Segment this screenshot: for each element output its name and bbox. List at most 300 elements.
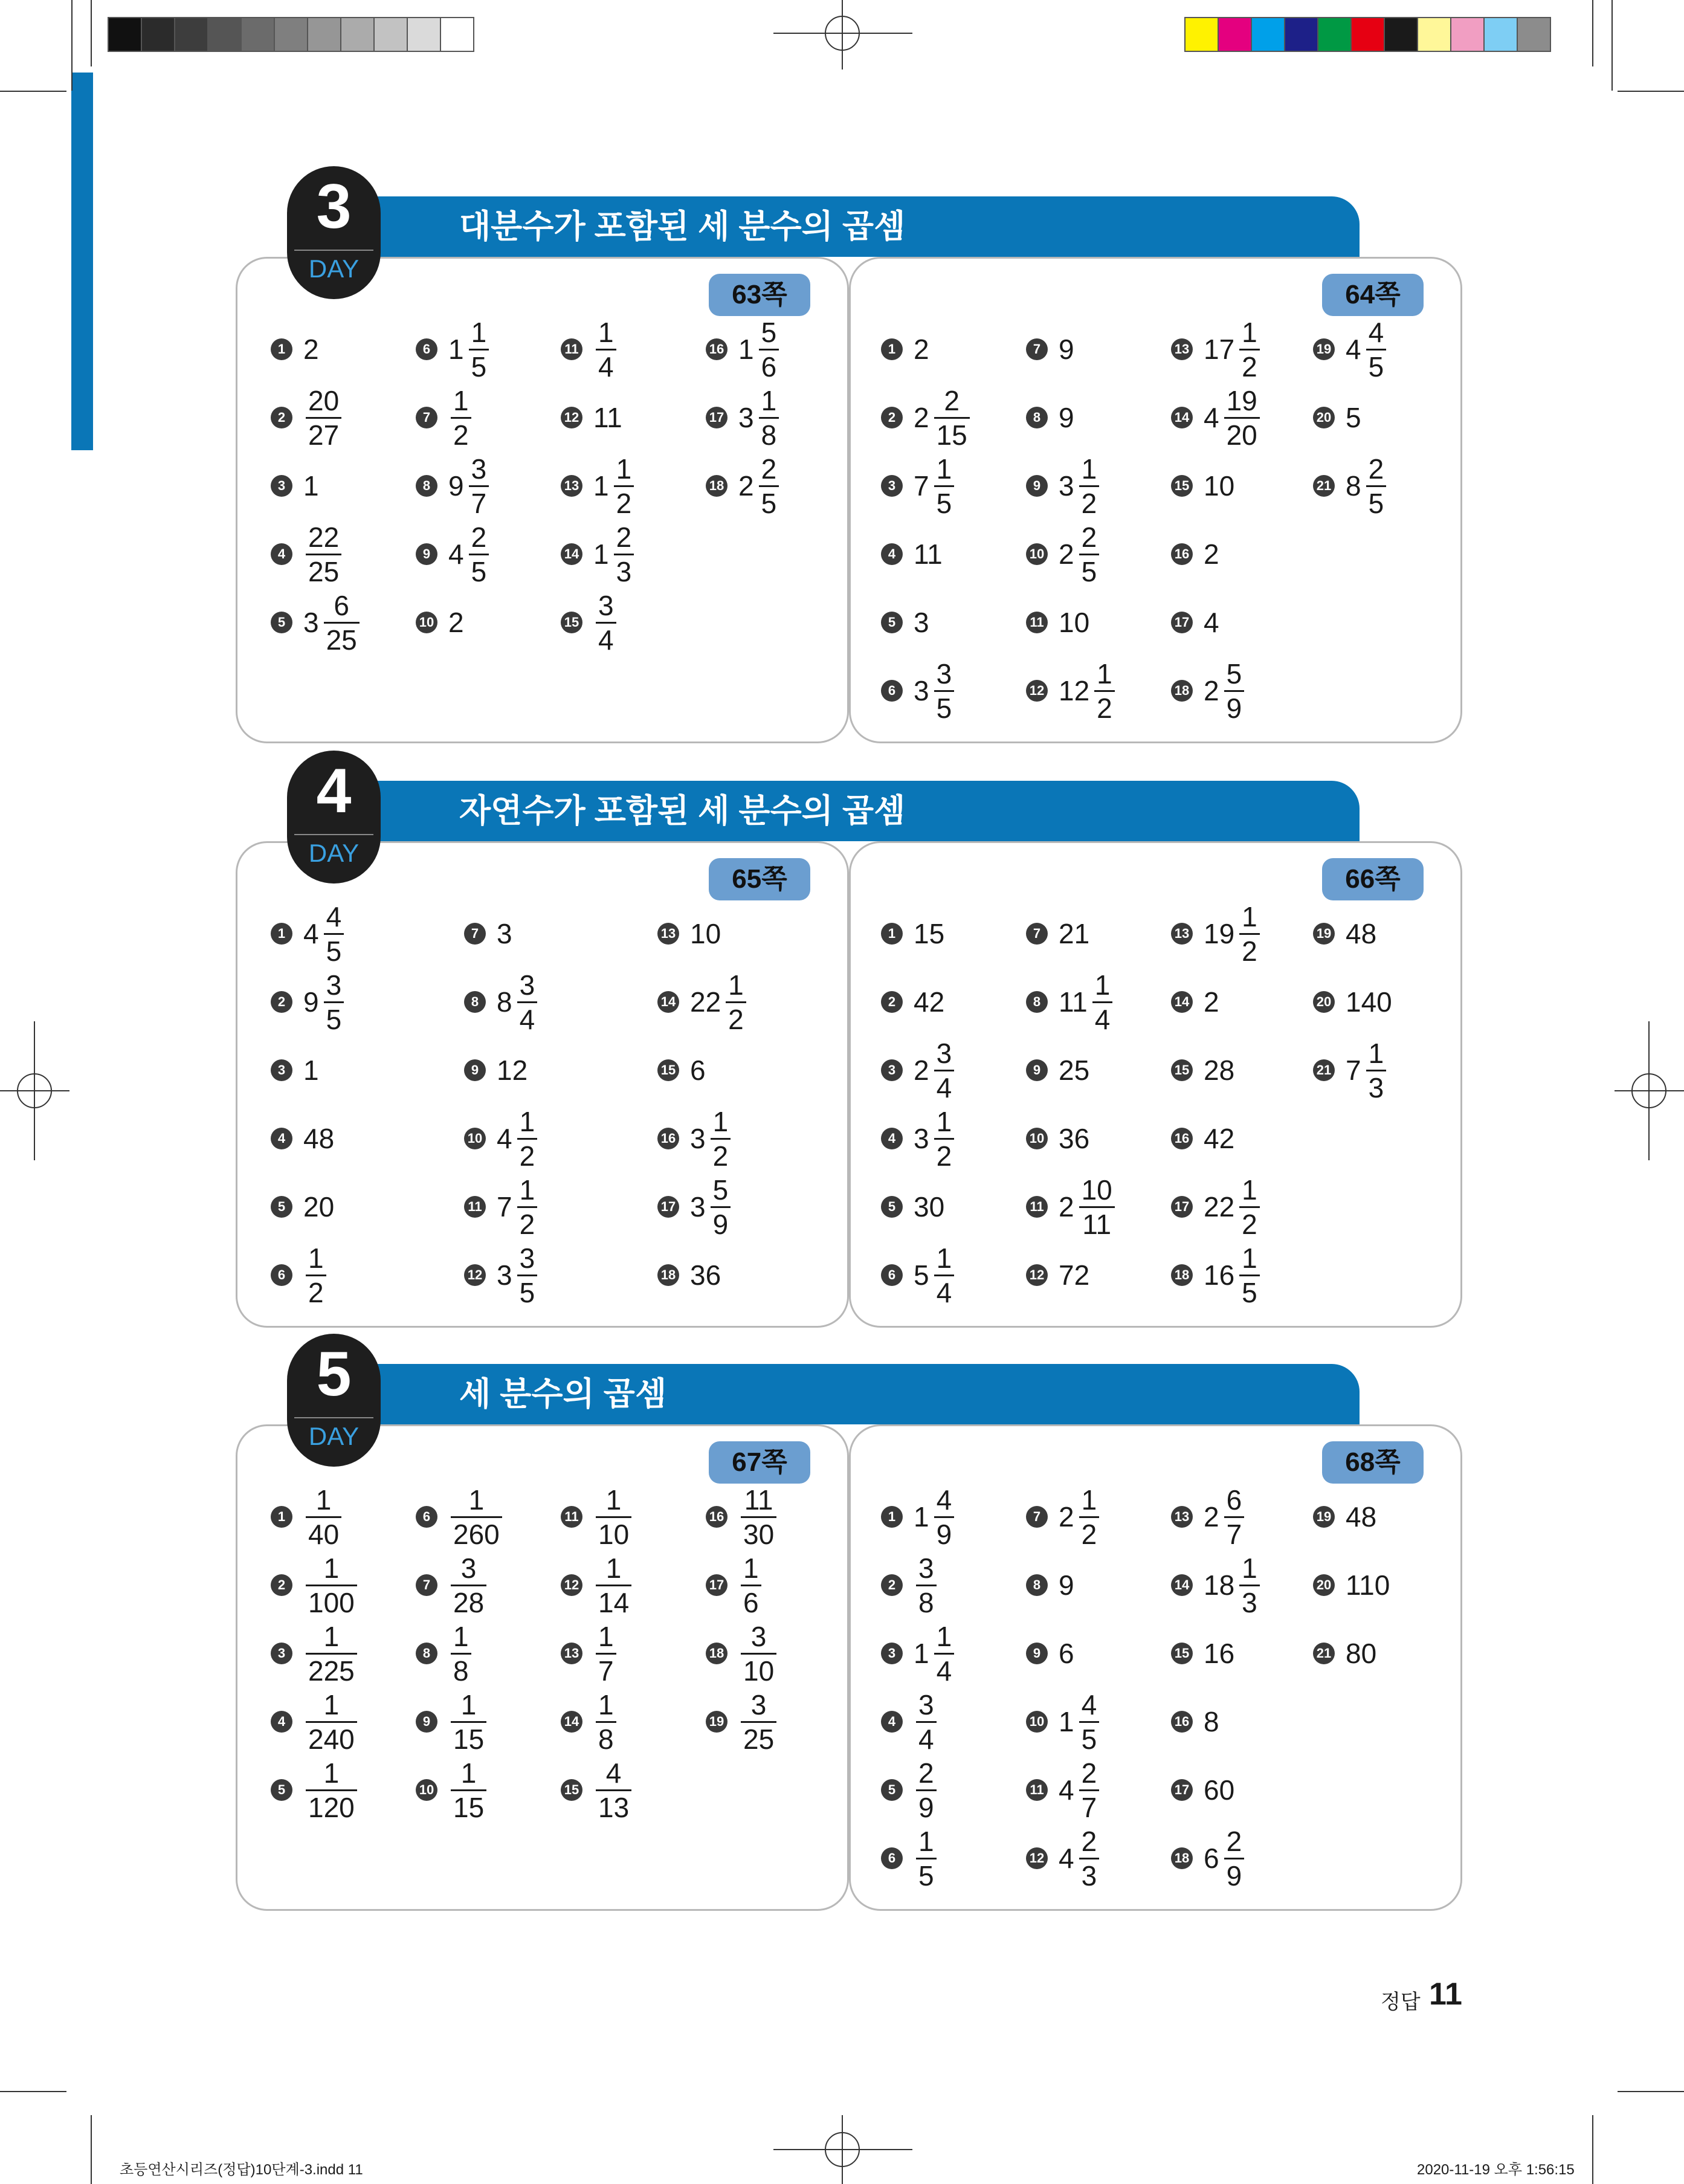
answer-value [914, 986, 947, 1018]
gray-swatch [108, 17, 142, 52]
answer-whole: 18 [1204, 1569, 1235, 1601]
answer-fraction [517, 1176, 538, 1238]
answer-item [881, 315, 932, 383]
answer-value [593, 1620, 616, 1687]
fraction-denominator: 25 [743, 1723, 775, 1755]
answer-fraction [451, 1486, 502, 1548]
answer-item [881, 384, 970, 451]
color-swatch [1184, 17, 1219, 52]
question-number-badge: 11 [561, 338, 582, 360]
question-number-badge: 2 [881, 407, 903, 428]
day-section [236, 172, 1462, 746]
question-number-badge: 12 [1026, 680, 1048, 702]
answer-value [1059, 1637, 1077, 1670]
file-name: 초등연산시리즈(정답)10단계-3.indd 11 [120, 2162, 363, 2178]
answer-item [561, 452, 634, 520]
answer-value [1204, 1774, 1237, 1806]
answer-item [271, 968, 344, 1036]
answer-item [271, 589, 360, 656]
answer-item [1026, 589, 1092, 656]
question-number-badge: 16 [1171, 1711, 1193, 1733]
answer-fraction [1224, 1486, 1245, 1548]
answer-item [561, 1756, 631, 1824]
question-number-badge: 12 [561, 407, 582, 428]
answer-whole: 1 [914, 1501, 929, 1533]
question-number-badge: 17 [706, 407, 727, 428]
answer-fraction [1092, 971, 1113, 1033]
question-number-badge: 17 [1171, 612, 1193, 633]
fraction-numerator: 1 [761, 384, 777, 416]
crop-mark [1592, 2115, 1593, 2184]
answer-item [416, 452, 489, 520]
fraction-denominator: 11 [1082, 1208, 1112, 1240]
answer-item [1171, 968, 1222, 1036]
answer-value [1059, 1122, 1092, 1155]
question-number-badge: 16 [706, 1506, 727, 1528]
answer-item [1171, 1551, 1260, 1619]
answer-whole: 4 [1204, 607, 1219, 638]
answer-value [303, 523, 341, 586]
answer-whole: 16 [1204, 1638, 1235, 1669]
question-number-badge: 14 [561, 1711, 582, 1733]
fraction-denominator: 4 [598, 351, 614, 383]
fraction-numerator: 1 [598, 316, 614, 348]
fraction-numerator: 1 [743, 1552, 759, 1584]
crop-mark [1618, 91, 1684, 92]
color-swatch [1450, 17, 1485, 52]
question-number-badge: 2 [271, 407, 292, 428]
fraction-numerator: 6 [1226, 1484, 1242, 1516]
fraction-denominator: 5 [326, 935, 342, 967]
fraction-numerator: 1 [712, 1105, 729, 1137]
fraction-denominator: 5 [1081, 1723, 1097, 1755]
fraction-denominator: 5 [1368, 487, 1384, 519]
question-number-badge: 1 [271, 1506, 292, 1528]
answer-fraction [596, 1688, 616, 1755]
answer-whole: 11 [593, 402, 622, 433]
question-number-badge: 18 [1171, 1847, 1193, 1869]
fraction-denominator: 3 [1081, 1859, 1097, 1892]
page-ref-right: 68쪽 [1322, 1441, 1424, 1484]
answer-value [1204, 318, 1260, 381]
question-number-badge: 17 [657, 1196, 679, 1218]
fraction-denominator: 4 [598, 624, 614, 656]
answer-item [881, 1105, 954, 1172]
crop-mark [91, 2115, 92, 2184]
answer-item [1026, 968, 1112, 1036]
crop-mark [1618, 2091, 1684, 2092]
answer-value [914, 1191, 947, 1223]
answer-panel-right [849, 1424, 1462, 1911]
question-number-badge: 13 [1171, 338, 1193, 360]
answer-item [271, 520, 341, 588]
answer-value [593, 1688, 616, 1755]
answer-whole: 36 [690, 1259, 721, 1291]
question-number-badge: 8 [464, 991, 486, 1013]
answer-value [1204, 657, 1244, 724]
answer-fraction [614, 455, 634, 517]
fraction-numerator: 3 [326, 969, 342, 1001]
answer-value [448, 455, 489, 517]
answer-fraction [1079, 1486, 1100, 1548]
answer-item [416, 520, 489, 588]
answer-whole: 1 [914, 1638, 929, 1669]
side-tab-bar [71, 73, 93, 450]
question-number-badge: 16 [1171, 1128, 1193, 1149]
answer-value [1204, 1054, 1237, 1087]
answer-fraction [324, 589, 360, 656]
answer-item [881, 1173, 947, 1241]
fraction-denominator: 5 [471, 351, 487, 383]
answer-whole: 3 [738, 402, 754, 433]
day-section [236, 756, 1462, 1331]
answer-value [1059, 657, 1115, 724]
answer-item [1313, 1620, 1379, 1687]
answer-item [1313, 452, 1386, 520]
answer-item [1171, 384, 1260, 451]
answer-item [464, 1036, 530, 1104]
answer-fraction [934, 1039, 955, 1102]
fraction-denominator: 9 [712, 1208, 729, 1240]
question-number-badge: 16 [706, 338, 727, 360]
answer-item [1171, 315, 1260, 383]
fraction-numerator: 1 [1094, 969, 1111, 1001]
color-swatch [1517, 17, 1551, 52]
answer-value [497, 1244, 537, 1307]
answer-whole: 9 [1059, 334, 1074, 365]
answer-whole: 25 [1059, 1055, 1090, 1086]
question-number-badge: 13 [657, 923, 679, 945]
fraction-numerator: 3 [918, 1552, 934, 1584]
question-number-badge: 15 [657, 1059, 679, 1081]
question-number-badge: 8 [1026, 407, 1048, 428]
page-ref-left: 65쪽 [709, 858, 810, 900]
fraction-denominator: 20 [1226, 419, 1257, 451]
answer-fraction [1224, 384, 1260, 451]
fraction-denominator: 9 [1226, 692, 1242, 724]
fraction-denominator: 4 [936, 1276, 952, 1308]
question-number-badge: 13 [1171, 1506, 1193, 1528]
answer-value [914, 1620, 954, 1687]
answer-item [271, 900, 344, 968]
answer-item [1313, 968, 1395, 1036]
answer-whole: 2 [1059, 538, 1074, 570]
answer-fraction [596, 1486, 631, 1548]
answer-panel-left [236, 841, 849, 1328]
answer-whole: 30 [914, 1191, 945, 1223]
answer-value [1346, 401, 1364, 434]
answer-value [593, 1759, 631, 1821]
answer-item [416, 1688, 486, 1756]
answer-whole: 2 [1204, 1501, 1219, 1533]
answer-value [1346, 455, 1386, 517]
answer-fraction [934, 1620, 955, 1687]
fraction-numerator: 2 [1368, 453, 1384, 485]
fraction-denominator: 10 [743, 1655, 775, 1687]
answer-fraction [1079, 455, 1100, 517]
fraction-numerator: 2 [761, 453, 777, 485]
answer-value [1059, 523, 1099, 586]
answer-fraction [1079, 523, 1100, 586]
fraction-numerator: 1 [1242, 1174, 1257, 1206]
answer-value [914, 1759, 937, 1821]
question-number-badge: 14 [561, 543, 582, 565]
answer-item [1171, 1756, 1237, 1824]
fraction-denominator: 240 [308, 1723, 355, 1755]
fraction-numerator: 1 [468, 1484, 485, 1516]
answer-whole: 3 [303, 607, 319, 638]
fraction-numerator: 1 [598, 1688, 614, 1720]
answer-fraction [1079, 1827, 1100, 1890]
answer-value [497, 917, 515, 950]
fraction-denominator: 7 [1081, 1791, 1097, 1823]
answer-fraction [741, 1620, 776, 1687]
answer-item [271, 1036, 321, 1104]
fraction-numerator: 20 [308, 384, 340, 416]
fraction-numerator: 3 [936, 1037, 952, 1069]
gray-swatch [240, 17, 275, 52]
fraction-denominator: 5 [519, 1276, 535, 1308]
fraction-numerator: 3 [750, 1620, 767, 1652]
answer-value [593, 1486, 631, 1548]
day-number: 5 [316, 1339, 352, 1409]
day-section [236, 1339, 1462, 1914]
fraction-denominator: 25 [326, 624, 357, 656]
answer-item [464, 900, 515, 968]
answer-whole: 2 [914, 402, 929, 433]
fraction-denominator: 5 [936, 692, 952, 724]
question-number-badge: 11 [1026, 612, 1048, 633]
color-swatch [1350, 17, 1385, 52]
answer-whole: 2 [1204, 675, 1219, 706]
question-number-badge: 17 [706, 1574, 727, 1596]
answer-whole: 21 [1059, 918, 1090, 949]
fraction-numerator: 2 [471, 521, 487, 553]
fraction-denominator: 4 [519, 1003, 535, 1035]
answer-item [416, 1483, 502, 1551]
fraction-numerator: 1 [1081, 1484, 1097, 1516]
question-number-badge: 8 [1026, 991, 1048, 1013]
answer-value [303, 1759, 357, 1821]
fraction-denominator: 4 [936, 1071, 952, 1103]
fraction-denominator: 15 [453, 1791, 485, 1823]
answer-item [561, 1688, 616, 1756]
answer-fraction [934, 1486, 955, 1548]
gray-swatch [373, 17, 408, 52]
answer-value [1204, 900, 1260, 967]
fraction-numerator: 1 [936, 453, 952, 485]
fraction-numerator: 1 [1242, 316, 1257, 348]
fraction-numerator: 2 [1081, 1825, 1097, 1857]
day-badge [287, 166, 381, 299]
answer-whole: 8 [1346, 470, 1361, 502]
answer-value [303, 900, 344, 967]
question-number-badge: 17 [1171, 1779, 1193, 1801]
answer-whole: 2 [738, 470, 754, 502]
answer-value [303, 470, 321, 502]
fraction-numerator: 1 [471, 316, 487, 348]
answer-item [706, 315, 779, 383]
answer-value [738, 1486, 776, 1548]
question-number-badge: 6 [881, 1847, 903, 1869]
answer-value [690, 917, 723, 950]
answer-fraction [451, 1688, 486, 1755]
fraction-denominator: 2 [616, 487, 632, 519]
answer-value [303, 971, 344, 1033]
question-number-badge: 4 [881, 1128, 903, 1149]
answer-fraction [306, 523, 341, 586]
answer-value [1346, 1501, 1379, 1533]
answer-value [1059, 333, 1077, 366]
question-number-badge: 11 [464, 1196, 486, 1218]
answer-value [1059, 1688, 1099, 1755]
fraction-numerator: 2 [1226, 1825, 1242, 1857]
answer-item [1026, 1036, 1092, 1104]
answer-fraction [1224, 1827, 1245, 1890]
answer-item [657, 1173, 731, 1241]
question-number-badge: 14 [1171, 1574, 1193, 1596]
answer-value [738, 1688, 776, 1755]
fraction-denominator: 8 [918, 1586, 934, 1618]
answer-item [1171, 1824, 1244, 1892]
answer-fraction [517, 1244, 538, 1307]
question-number-badge: 6 [271, 1264, 292, 1286]
fraction-denominator: 5 [1242, 1276, 1257, 1308]
answer-whole: 12 [1059, 675, 1090, 706]
answer-item [657, 1036, 708, 1104]
fraction-denominator: 3 [1368, 1071, 1384, 1103]
answer-item [271, 1105, 337, 1172]
answer-item [881, 1756, 937, 1824]
answer-item [1313, 315, 1386, 383]
answer-value [303, 1620, 357, 1687]
answer-item [561, 1551, 631, 1619]
section-title: 세 분수의 곱셈 [459, 1376, 666, 1412]
answer-fraction [324, 971, 344, 1033]
question-number-badge: 18 [1171, 680, 1193, 702]
fraction-denominator: 4 [918, 1723, 934, 1755]
answer-whole: 48 [1346, 918, 1377, 949]
fraction-numerator: 1 [1242, 1552, 1257, 1584]
answer-value [303, 1554, 357, 1617]
question-number-badge: 3 [271, 475, 292, 497]
answer-value [1059, 1054, 1092, 1087]
fraction-denominator: 30 [743, 1518, 775, 1550]
section-banner [326, 1364, 1360, 1424]
answer-item [1026, 520, 1099, 588]
question-number-badge: 8 [1026, 1574, 1048, 1596]
answer-value [1204, 606, 1222, 639]
answer-value [1059, 1759, 1099, 1821]
answer-item [1026, 657, 1115, 725]
question-number-badge: 4 [881, 1711, 903, 1733]
answer-whole: 4 [448, 538, 464, 570]
answer-item [1313, 1483, 1379, 1551]
answer-value [1059, 1176, 1115, 1238]
answer-whole: 16 [1204, 1259, 1235, 1291]
question-number-badge: 9 [1026, 1643, 1048, 1664]
answer-value [1346, 917, 1379, 950]
answer-value [448, 1554, 486, 1617]
answer-whole: 10 [690, 918, 721, 949]
fraction-numerator: 1 [308, 1242, 324, 1274]
answer-value [1204, 538, 1222, 570]
answer-value [448, 318, 489, 381]
fraction-denominator: 260 [453, 1518, 500, 1550]
answer-value [914, 1554, 937, 1617]
answer-item [561, 589, 616, 656]
section-banner [326, 196, 1360, 257]
answer-value [738, 1554, 761, 1617]
answer-value [448, 606, 466, 639]
answer-item [1313, 1036, 1386, 1104]
answer-whole: 7 [1346, 1055, 1361, 1086]
question-number-badge: 19 [706, 1711, 727, 1733]
answer-whole: 1 [593, 470, 609, 502]
answer-value [690, 1054, 708, 1087]
fraction-numerator: 2 [616, 521, 632, 553]
answer-whole: 12 [497, 1055, 528, 1086]
answer-whole: 22 [690, 986, 721, 1018]
fraction-numerator: 3 [750, 1688, 767, 1720]
answer-value [593, 455, 634, 517]
answer-whole: 2 [914, 334, 929, 365]
answer-value [1204, 470, 1237, 502]
answer-item [561, 1620, 616, 1687]
question-number-badge: 9 [416, 543, 437, 565]
answer-item [881, 589, 932, 656]
answer-item [271, 1688, 357, 1756]
fraction-denominator: 7 [1226, 1518, 1242, 1550]
color-swatch [1317, 17, 1352, 52]
answer-fraction [1239, 1244, 1260, 1307]
fraction-numerator: 1 [918, 1825, 934, 1857]
answer-whole: 22 [1204, 1191, 1235, 1223]
answer-item [881, 520, 945, 588]
process-color-bar [1184, 17, 1550, 52]
fraction-denominator: 2 [1242, 1208, 1257, 1240]
question-number-badge: 7 [416, 1574, 437, 1596]
answer-fraction [451, 1759, 486, 1821]
answer-value [738, 384, 779, 451]
answer-item [416, 1551, 486, 1619]
answer-whole: 1 [738, 334, 754, 365]
answer-item [1026, 900, 1092, 968]
question-number-badge: 10 [1026, 1128, 1048, 1149]
fraction-denominator: 15 [453, 1723, 485, 1755]
fraction-numerator: 1 [936, 1105, 952, 1137]
fraction-denominator: 2 [1081, 1518, 1097, 1550]
answer-value [914, 1105, 954, 1172]
fraction-numerator: 11 [744, 1484, 773, 1516]
fraction-denominator: 2 [936, 1140, 952, 1172]
crop-mark [91, 0, 92, 66]
fraction-denominator: 2 [519, 1208, 535, 1240]
answer-fraction [596, 318, 616, 381]
question-number-badge: 1 [271, 923, 292, 945]
fraction-numerator: 3 [460, 1552, 477, 1584]
answer-whole: 2 [914, 1055, 929, 1086]
answer-value [497, 1054, 530, 1087]
answer-value [1204, 1176, 1260, 1238]
answer-fraction [306, 384, 341, 451]
answer-whole: 110 [1346, 1569, 1390, 1601]
question-number-badge: 14 [1171, 407, 1193, 428]
answer-fraction [614, 523, 634, 586]
fraction-numerator: 1 [616, 453, 632, 485]
answer-whole: 6 [1204, 1843, 1219, 1874]
answer-whole: 6 [1059, 1638, 1074, 1669]
